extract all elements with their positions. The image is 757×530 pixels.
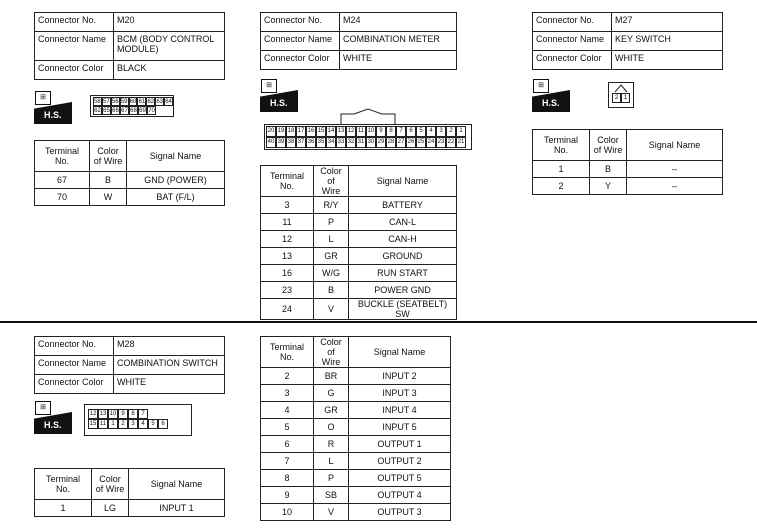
connector-pin: 34 — [326, 137, 336, 148]
col-signal-name: Signal Name — [349, 337, 451, 368]
terminal-no-cell: 7 — [261, 453, 314, 470]
table-row — [261, 248, 457, 265]
connector-pin: 4 — [138, 419, 148, 429]
table-row — [261, 470, 451, 487]
connector-pin: 1 — [621, 93, 630, 103]
signal-name-cell: INPUT 3 — [349, 385, 451, 402]
terminal-no-cell: 24 — [261, 299, 314, 320]
hs-icon — [34, 400, 74, 434]
col-signal-name: Signal Name — [627, 130, 723, 161]
signal-name-cell: CAN-H — [349, 231, 457, 248]
table-row — [35, 500, 225, 517]
connector-pin: 33 — [336, 137, 346, 148]
connector-name-value: COMBINATION METER — [340, 32, 457, 51]
table-row — [35, 172, 225, 189]
table-row — [533, 178, 723, 195]
table-row — [261, 368, 451, 385]
terminal-no-cell: 67 — [35, 172, 90, 189]
connector-color-label: Connector Color — [35, 375, 114, 394]
connector-pin: 2 — [446, 126, 456, 137]
connector-pin: 3 — [128, 419, 138, 429]
terminal-no-cell: 8 — [261, 470, 314, 487]
connector-pin: 22 — [446, 137, 456, 148]
harness-side-icon: ⊞ — [35, 401, 51, 415]
signal-name-cell: – — [627, 161, 723, 178]
signal-name-cell: BATTERY — [349, 197, 457, 214]
terminal-no-cell: 23 — [261, 282, 314, 299]
terminal-no-cell: 1 — [533, 161, 590, 178]
signal-name-cell: – — [627, 178, 723, 195]
wire-color-cell: LG — [92, 500, 129, 517]
connector-pin: 28 — [386, 137, 396, 148]
connector-pin: 35 — [316, 137, 326, 148]
connector-name-label: Connector Name — [35, 32, 114, 61]
hs-label: H.S. — [270, 98, 288, 108]
connector-pin: 15 — [89, 421, 97, 427]
terminal-no-cell: 2 — [261, 368, 314, 385]
connector-pin: 8 — [386, 126, 396, 137]
wire-color-cell: W — [90, 189, 127, 206]
connector-pin: 4 — [426, 126, 436, 137]
signal-name-cell: OUTPUT 3 — [349, 504, 451, 521]
connector-pin: 68 — [130, 108, 137, 114]
connector-name-label: Connector Name — [261, 32, 340, 51]
table-row — [533, 161, 723, 178]
signal-name-cell: OUTPUT 2 — [349, 453, 451, 470]
col-wire-color: Color of Wire — [314, 166, 349, 197]
connector-pin: 14 — [326, 126, 336, 137]
connector-pin: 65 — [103, 108, 110, 114]
wire-color-cell: W/G — [314, 265, 349, 282]
wire-color-cell: B — [590, 161, 627, 178]
table-row — [261, 197, 457, 214]
connector-pin: 5 — [148, 419, 158, 429]
col-terminal-no: Terminal No. — [261, 337, 314, 368]
hs-label: H.S. — [542, 98, 560, 108]
connector-pin: 3 — [436, 126, 446, 137]
connector-pin: 62 — [147, 99, 155, 105]
wire-color-cell: V — [314, 299, 349, 320]
col-wire-color: Color of Wire — [590, 130, 627, 161]
wire-color-cell: P — [314, 470, 349, 487]
connector-pin: 2 — [612, 93, 621, 103]
connector-color-label: Connector Color — [533, 51, 612, 70]
terminal-no-cell: 3 — [261, 385, 314, 402]
signal-name-cell: INPUT 5 — [349, 419, 451, 436]
table-row — [261, 265, 457, 282]
connector-pin: 38 — [286, 137, 296, 148]
m20-signal-table — [34, 140, 225, 206]
wire-color-cell: O — [314, 419, 349, 436]
table-row — [261, 282, 457, 299]
connector-pin: 37 — [296, 137, 306, 148]
connector-name-value: COMBINATION SWITCH — [114, 356, 225, 375]
wire-color-cell: R/Y — [314, 197, 349, 214]
connector-pin: 1 — [108, 419, 118, 429]
connector-pin: 36 — [306, 137, 316, 148]
terminal-no-cell: 16 — [261, 265, 314, 282]
terminal-no-cell: 4 — [261, 402, 314, 419]
signal-name-cell: INPUT 1 — [129, 500, 225, 517]
connector-pin: 66 — [112, 108, 119, 114]
connector-pin: 39 — [276, 137, 286, 148]
terminal-no-cell: 13 — [261, 248, 314, 265]
col-wire-color: Color of Wire — [314, 337, 349, 368]
connector-pin: 13 — [336, 126, 346, 137]
signal-name-cell: OUTPUT 1 — [349, 436, 451, 453]
wire-color-cell: BR — [314, 368, 349, 385]
connector-pin: 2 — [118, 419, 128, 429]
col-terminal-no: Terminal No. — [261, 166, 314, 197]
terminal-no-cell: 6 — [261, 436, 314, 453]
terminal-no-cell: 12 — [261, 231, 314, 248]
table-row — [261, 214, 457, 231]
terminal-no-cell: 1 — [35, 500, 92, 517]
signal-name-cell: INPUT 2 — [349, 368, 451, 385]
section-divider — [0, 321, 757, 323]
col-wire-color: Color of Wire — [90, 141, 127, 172]
terminal-no-cell: 11 — [261, 214, 314, 231]
signal-name-cell: CAN-L — [349, 214, 457, 231]
connector-pin: 61 — [138, 99, 146, 105]
connector-no-value: M20 — [114, 13, 225, 32]
connector-pin: 24 — [426, 137, 436, 148]
signal-name-cell: OUTPUT 5 — [349, 470, 451, 487]
connector-pin: 9 — [118, 409, 128, 419]
hs-icon — [532, 78, 572, 112]
col-wire-color: Color of Wire — [92, 469, 129, 500]
connector-pin: 1 — [456, 126, 466, 137]
table-row — [35, 189, 225, 206]
terminal-no-cell: 10 — [261, 504, 314, 521]
connector-pin: 23 — [436, 137, 446, 148]
connector-pin: 6 — [406, 126, 416, 137]
connector-pin: 21 — [456, 137, 466, 148]
harness-side-icon: ⊞ — [261, 79, 277, 93]
connector-no-value: M28 — [114, 337, 225, 356]
hs-icon — [34, 90, 74, 124]
wire-color-cell: B — [314, 282, 349, 299]
table-row — [261, 419, 451, 436]
connector-pin: 67 — [121, 108, 128, 114]
m28-connector-info — [34, 336, 225, 394]
connector-pin: 26 — [406, 137, 416, 148]
harness-side-icon: ⊞ — [533, 79, 549, 93]
connector-name-value: BCM (BODY CONTROL MODULE) — [114, 32, 225, 61]
m24-connector-info — [260, 12, 457, 70]
signal-name-cell: INPUT 4 — [349, 402, 451, 419]
table-row — [261, 385, 451, 402]
connector-pin: 32 — [346, 137, 356, 148]
table-row — [261, 487, 451, 504]
connector-name-label: Connector Name — [35, 356, 114, 375]
connector-pin: 58 — [94, 99, 101, 105]
connector-pin: 16 — [306, 126, 316, 137]
col-signal-name: Signal Name — [127, 141, 225, 172]
connector-no-label: Connector No. — [261, 13, 340, 32]
col-terminal-no: Terminal No. — [35, 469, 92, 500]
connector-pin: 7 — [396, 126, 406, 137]
wire-color-cell: Y — [590, 178, 627, 195]
connector-color-value: BLACK — [114, 61, 225, 80]
connector-pin: 6 — [158, 419, 168, 429]
table-row — [261, 453, 451, 470]
terminal-no-cell: 3 — [261, 197, 314, 214]
signal-name-cell: GND (POWER) — [127, 172, 225, 189]
wire-color-cell: L — [314, 231, 349, 248]
connector-name-label: Connector Name — [533, 32, 612, 51]
connector-pin: 10 — [366, 126, 376, 137]
connector-pin: 19 — [276, 126, 286, 137]
connector-pin: 15 — [316, 126, 326, 137]
col-terminal-no: Terminal No. — [533, 130, 590, 161]
connector-no-value: M24 — [340, 13, 457, 32]
connector-pin: 12 — [346, 126, 356, 137]
wire-color-cell: P — [314, 214, 349, 231]
wire-color-cell: V — [314, 504, 349, 521]
connector-pin: 11 — [99, 421, 107, 427]
connector-pin: 30 — [366, 137, 376, 148]
connector-no-value: M27 — [612, 13, 723, 32]
connector-pin: 11 — [356, 126, 366, 137]
m27-connector-face — [608, 82, 634, 108]
connector-no-label: Connector No. — [533, 13, 612, 32]
table-row — [261, 402, 451, 419]
connector-color-label: Connector Color — [35, 61, 114, 80]
connector-color-value: WHITE — [340, 51, 457, 70]
table-row — [261, 299, 457, 320]
connector-pin: 64 — [165, 99, 172, 105]
terminal-no-cell: 5 — [261, 419, 314, 436]
wire-color-cell: G — [314, 385, 349, 402]
wire-color-cell: B — [90, 172, 127, 189]
connector-pin: 57 — [102, 99, 110, 105]
wire-color-cell: SB — [314, 487, 349, 504]
connector-pin: 70 — [148, 108, 155, 114]
connector-pin: 7 — [138, 409, 148, 419]
connector-pin: 31 — [356, 137, 366, 148]
m28-signal-table — [34, 468, 225, 517]
connector-pin: 10 — [109, 411, 117, 417]
wire-color-cell: R — [314, 436, 349, 453]
connector-pin: 56 — [111, 99, 119, 105]
signal-name-cell: OUTPUT 4 — [349, 487, 451, 504]
connector-pin: 12 — [89, 411, 97, 417]
hs-label: H.S. — [44, 110, 62, 120]
connector-pin: 62 — [94, 108, 101, 114]
connector-pin: 9 — [376, 126, 386, 137]
signal-name-cell: POWER GND — [349, 282, 457, 299]
hs-icon — [260, 78, 300, 112]
connector-pin: 69 — [139, 108, 146, 114]
connector-pin: 17 — [296, 126, 306, 137]
connector-pin: 13 — [99, 411, 107, 417]
connector-name-value: KEY SWITCH — [612, 32, 723, 51]
harness-side-icon: ⊞ — [35, 91, 51, 105]
terminal-no-cell: 2 — [533, 178, 590, 195]
m24-connector-face — [264, 124, 472, 150]
connector-pin: 8 — [128, 409, 138, 419]
table-row — [261, 231, 457, 248]
terminal-no-cell: 9 — [261, 487, 314, 504]
connector-pin: 59 — [120, 99, 128, 105]
m24-signal-table — [260, 165, 457, 320]
connector-pin: 60 — [129, 99, 137, 105]
connector-pin: 27 — [396, 137, 406, 148]
m28-signal-table-continued — [260, 336, 451, 521]
signal-name-cell: BUCKLE (SEATBELT) SW — [349, 299, 457, 320]
col-terminal-no: Terminal No. — [35, 141, 90, 172]
connector-color-label: Connector Color — [261, 51, 340, 70]
m27-connector-info — [532, 12, 723, 70]
signal-name-cell: GROUND — [349, 248, 457, 265]
signal-name-cell: RUN START — [349, 265, 457, 282]
table-row — [261, 504, 451, 521]
wire-color-cell: GR — [314, 248, 349, 265]
connector-pin: 63 — [156, 99, 164, 105]
connector-pin: 18 — [286, 126, 296, 137]
col-signal-name: Signal Name — [129, 469, 225, 500]
connector-no-label: Connector No. — [35, 337, 114, 356]
wire-color-cell: GR — [314, 402, 349, 419]
wire-color-cell: L — [314, 453, 349, 470]
connector-pin: 20 — [266, 126, 276, 137]
connector-no-label: Connector No. — [35, 13, 114, 32]
connector-pin: 5 — [416, 126, 426, 137]
m20-connector-face — [90, 95, 174, 117]
connector-pin: 40 — [266, 137, 276, 148]
m27-signal-table — [532, 129, 723, 195]
m20-connector-info — [34, 12, 225, 80]
connector-pin: 29 — [376, 137, 386, 148]
col-signal-name: Signal Name — [349, 166, 457, 197]
connector-pin: 25 — [416, 137, 426, 148]
connector-color-value: WHITE — [612, 51, 723, 70]
terminal-no-cell: 70 — [35, 189, 90, 206]
m28-connector-face — [84, 404, 192, 436]
table-row — [261, 436, 451, 453]
connector-color-value: WHITE — [114, 375, 225, 394]
signal-name-cell: BAT (F/L) — [127, 189, 225, 206]
hs-label: H.S. — [44, 420, 62, 430]
